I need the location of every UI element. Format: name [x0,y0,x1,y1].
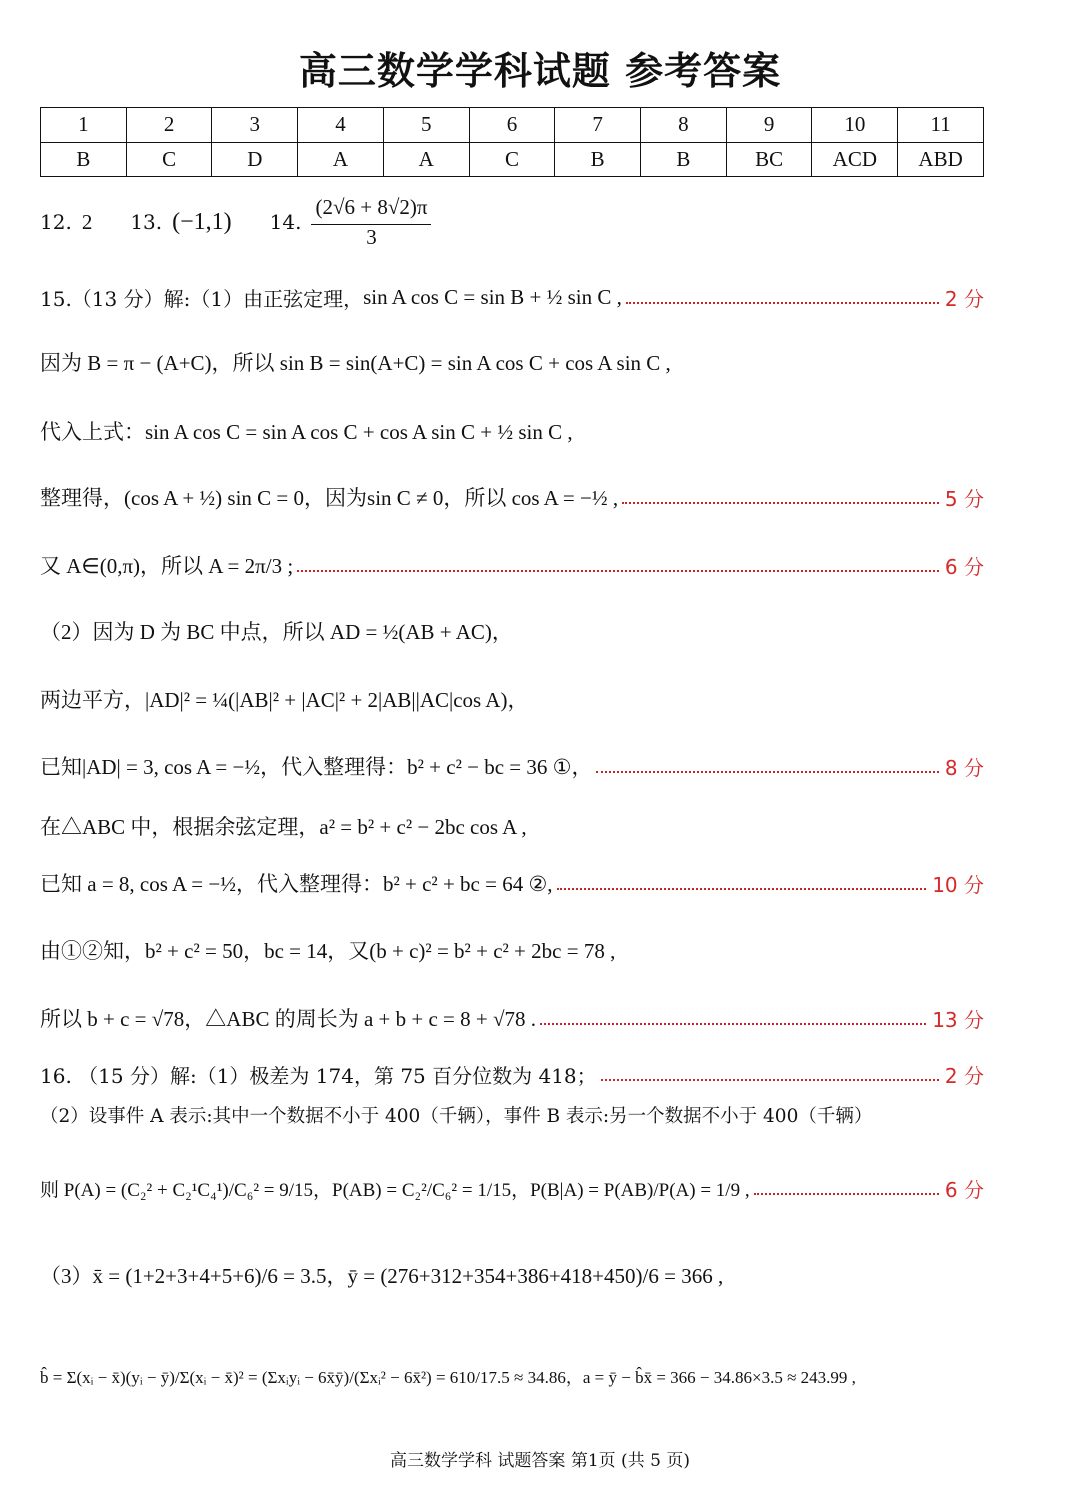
question-number-cell: 1 [41,108,127,143]
q15-line-11 [40,928,984,972]
q15-line-4 [40,474,984,520]
question-number-cell: 7 [555,108,641,143]
q14-denominator: 3 [366,224,377,249]
fill-in-answers [40,190,984,254]
question-number-cell: 9 [726,108,812,143]
answer-cell: B [555,142,641,177]
q15-line-2 [40,342,984,382]
q16-line-3-text: 则 P(A) = (C₂² + C₂¹C₄¹)/C₆² = 9/15，P(AB) = C₂²/C₆² = 1/15，P(B|A) = P(AB)/P(A) = 1/9 , [40,1179,750,1201]
q16-line-3 [40,1160,984,1216]
q15-line-10-text: 已知 a = 8, cos A = −½，代入整理得：b² + c² + bc = 64 ②, [40,872,553,896]
q15-line-5-score: 6 分 [944,554,984,579]
score-leader [622,502,939,504]
answer-cell: ABD [898,142,984,177]
question-number-cell: 3 [212,108,298,143]
q15-line-1-text: 15.（13 分）解:（1）由正弦定理， [40,286,364,311]
q14-label: 14. [269,210,302,234]
question-number-cell: 11 [898,108,984,143]
q15-line-8 [40,743,984,789]
q15-line-11-text: 由①②知，b² + c² = 50，bc = 14，又(b + c)² = b² + c² + 2bc = 78 , [40,939,616,963]
question-number-cell: 10 [812,108,898,143]
answer-cell: C [469,142,555,177]
q15-line-6-text: （2）因为 D 为 BC 中点，所以 AD = ½(AB + AC)， [40,620,513,644]
q15-line-1 [40,274,984,320]
score-leader [601,1079,939,1081]
score-leader [297,570,939,572]
q12-label: 12. [40,210,72,234]
question-number-cell: 5 [383,108,469,143]
answer-cell: BC [726,142,812,177]
page-title: 高三数学学科试题 参考答案 [298,49,782,93]
q15-line-1-score: 2 分 [944,286,984,311]
q16-line-4 [40,1248,984,1302]
q15-line-3-text: 代入上式：sin A cos C = sin A cos C + cos A sin C + ½ sin C , [40,420,573,444]
q16-line-1-score: 2 分 [944,1063,984,1088]
q15-line-6 [40,608,984,654]
q13-answer: (−1,1) [172,208,232,235]
q16-line-2 [40,1098,984,1132]
q16-line-5-text: b̂ = Σ(xᵢ − x̄)(yᵢ − ȳ)/Σ(xᵢ − x̄)² = (Σxᵢyᵢ − 6x̄ȳ)/(Σxᵢ² − 6x̄²) = 610/17.5 ≈ 34.86，a = ȳ − b̂x̄ = 366 − 34.86×3.5 ≈ 243.99 , [40,1367,856,1387]
q15-line-2-text: 因为 B = π − (A+C)，所以 sin B = sin(A+C) = sin A cos C + cos A sin C , [40,351,671,375]
q15-line-12-text: 所以 b + c = √78，△ABC 的周长为 a + b + c = 8 + √78 . [40,1007,537,1031]
q15-line-3 [40,408,984,454]
score-leader [540,1023,926,1025]
page-footer: 高三数学学科 试题答案 第1页 (共 5 页) [390,1451,690,1471]
q15-line-5 [40,542,984,588]
answer-cell: A [383,142,469,177]
score-leader [596,771,938,773]
answer-cell: ACD [812,142,898,177]
answer-cell: B [641,142,727,177]
q15-line-7-text: 两边平方，|AD|² = ¼(|AB|² + |AC|² + 2|AB||AC|cos A)， [40,688,529,712]
score-leader [557,888,927,890]
answer-table [40,107,984,177]
q15-line-9-text: 在△ABC 中，根据余弦定理，a² = b² + c² − 2bc cos A , [40,815,527,839]
score-leader [754,1193,939,1195]
q15-line-8-score: 8 分 [944,755,984,780]
answer-cell: A [298,142,384,177]
q16-line-4-text: （3）x̄ = (1+2+3+4+5+6)/6 = 3.5，ȳ = (276+312+354+386+418+450)/6 = 366 , [40,1264,724,1288]
q12-answer: 2 [81,209,93,234]
q14-numerator: (2√6 + 8√2)π [311,195,431,224]
answer-table-number-row [41,108,984,143]
q16-line-1 [40,1056,984,1092]
q15-line-12-score: 13 分 [932,1007,984,1032]
score-leader [626,302,939,304]
answer-table-answer-row [41,142,984,177]
question-number-cell: 2 [126,108,212,143]
q15-line-1-formula: sin A cos C = sin B + ½ sin C , [363,284,622,309]
question-number-cell: 6 [469,108,555,143]
q15-line-9 [40,806,984,846]
q16-line-2-text: （2）设事件 A 表示:其中一个数据不小于 400（千辆），事件 B 表示:另一个数据不小于 400（千辆） [40,1106,873,1127]
q15-line-5-text: 又 A∈(0,π)，所以 A = 2π/3 ; [40,554,294,578]
q15-line-10-score: 10 分 [932,872,984,897]
question-number-cell: 8 [641,108,727,143]
q15-line-4-score: 5 分 [944,486,984,511]
q15-line-10 [40,860,984,906]
q15-line-7 [40,676,984,722]
q16-line-5 [40,1340,984,1410]
answer-cell: B [41,142,127,177]
question-number-cell: 4 [298,108,384,143]
q14-answer [311,195,431,248]
q13-label: 13. [130,210,163,234]
q16-line-1-text: 16. （15 分）解:（1）极差为 174，第 75 百分位数为 418； [40,1063,597,1088]
answer-cell: C [126,142,212,177]
q15-line-4-text: 整理得，(cos A + ½) sin C = 0，因为sin C ≠ 0，所以 cos A = −½ , [40,486,619,510]
q16-line-3-score: 6 分 [944,1177,984,1202]
answer-cell: D [212,142,298,177]
q15-line-8-text: 已知|AD| = 3, cos A = −½，代入整理得：b² + c² − bc = 36 ①， [40,755,593,779]
q15-line-12 [40,996,984,1040]
